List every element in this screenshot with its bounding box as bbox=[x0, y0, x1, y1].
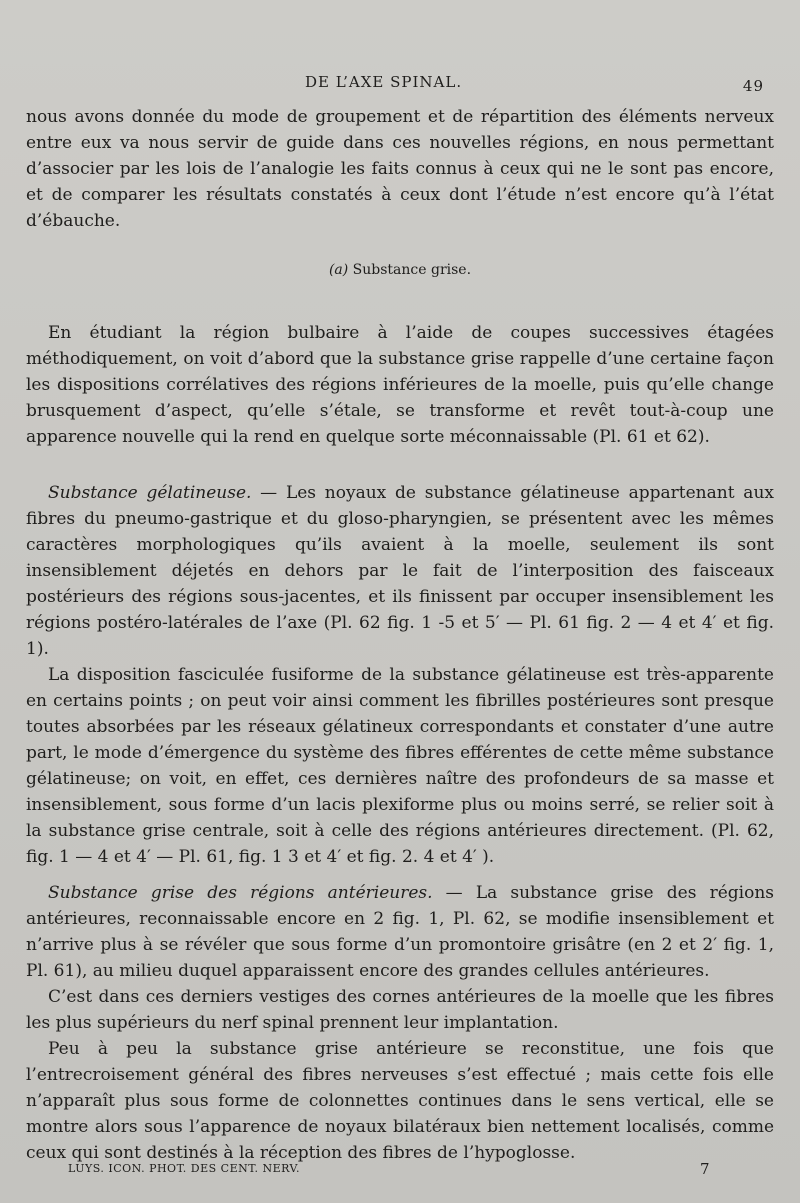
runin-heading-anterior: Substance grise des régions antérieures. bbox=[48, 883, 433, 903]
page-number: 49 bbox=[742, 77, 764, 95]
paragraph-6: C’est dans ces derniers vestiges des cornes antérieures de la moelle que les fibres les plus supérieurs du nerf spinal prennent leur implantation. bbox=[26, 987, 774, 1033]
paragraph-2: En étudiant la région bulbaire à l’aide de coupes successives étagées méthodiquement, on voit d’abord que la substance grise rappelle d’une certaine façon les dispositions corrélatives des régions inférieures de la moelle, puis qu’elle change brusquement d’aspect, qu’elle s’étale, se transforme et revêt tout-à-coup une apparence nouvelle qui la rend en quelque sorte méconnaissable (Pl. 61 et 62). bbox=[26, 323, 774, 447]
paragraph-1: nous avons donnée du mode de groupement et de répartition des éléments nerveux entre eux va nous servir de guide dans ces nouvelles régions, en nous permettant d’associer par les lois de l’analogie les faits connus à ceux qui ne le sont pas encore, et de comparer les résultats constatés à ceux dont l’étude n’est encore qu’à l’état d’ébauche. bbox=[26, 107, 774, 231]
running-title: DE L’AXE SPINAL. bbox=[305, 73, 463, 91]
section-subheading bbox=[0, 262, 800, 278]
subheading-text: Substance grise. bbox=[352, 262, 472, 278]
runin-heading-gelatinous: Substance gélatineuse. bbox=[48, 483, 252, 503]
paragraph-3 bbox=[26, 480, 774, 662]
paragraph-block-5 bbox=[26, 880, 774, 1166]
paragraph-continued bbox=[26, 104, 774, 234]
signature-mark: 7 bbox=[700, 1160, 711, 1178]
footer-credit: LUYS. ICON. PHOT. DES CENT. NERV. bbox=[68, 1162, 301, 1175]
paragraph-4: La disposition fasciculée fusiforme de la substance gélatineuse est très-apparente en certains points ; on peut voir ainsi comment les fibrilles postérieures sont presque toutes absorbées par les réseaux gélatineux correspondants et constater d’une autre part, le mode d’émergence du système des fibres efférentes de cette même substance gélatineuse; on voit, en effet, ces dernières naître des profondeurs de sa masse et insensiblement, sous forme d’un lacis plexiforme plus ou moins serré, se relier soit à la substance grise centrale, soit à celle des régions antérieures directement. (Pl. 62, fig. 1 — 4 et 4′ — Pl. 61, fig. 1 3 et 4′ et fig. 2. 4 et 4′ ). bbox=[26, 665, 774, 867]
paragraph-7: Peu à peu la substance grise antérieure se reconstitue, une fois que l’entrecroisement général des fibres nerveuses s’est effectué ; mais cette fois elle n’apparaît plus sous forme de colonnettes continues dans le sens vertical, elle se montre alors sous l’apparence de noyaux bilatéraux bien nettement localisés, comme ceux qui sont destinés à la réception des fibres de l’hypoglosse. bbox=[26, 1039, 774, 1163]
paragraph-5-text: — La substance grise des régions antérieures, reconnaissable encore en 2 fig. 1, Pl. 62, se modifie insensiblement et n’arrive plus à se révéler que sous forme d’un promontoire grisâtre (en 2 et 2′ fig. 1, Pl. 61), au milieu duquel apparaissent encore des grandes cellules antérieures. bbox=[26, 883, 774, 981]
paragraph-5 bbox=[26, 880, 774, 984]
subheading-letter: (a) bbox=[328, 262, 349, 278]
running-header bbox=[0, 73, 800, 97]
paragraph-3-text: — Les noyaux de substance gélatineuse appartenant aux fibres du pneumo-gastrique et du gloso-pharyngien, se présentent avec les mêmes caractères morphologiques qu’ils avaient à la moelle, seulement ils sont insensiblement déjetés en dehors par le fait de l’interposition des faisceaux postérieurs des régions sous-jacentes, et ils finissent par occuper insensiblement les régions postéro-latérales de l’axe (Pl. 62 fig. 1 -5 et 5′ — Pl. 61 fig. 2 — 4 et 4′ et fig. 1). bbox=[26, 483, 774, 659]
page-footer bbox=[0, 1162, 800, 1182]
paragraph-block-3 bbox=[26, 480, 774, 870]
paragraph-block-2 bbox=[26, 320, 774, 450]
